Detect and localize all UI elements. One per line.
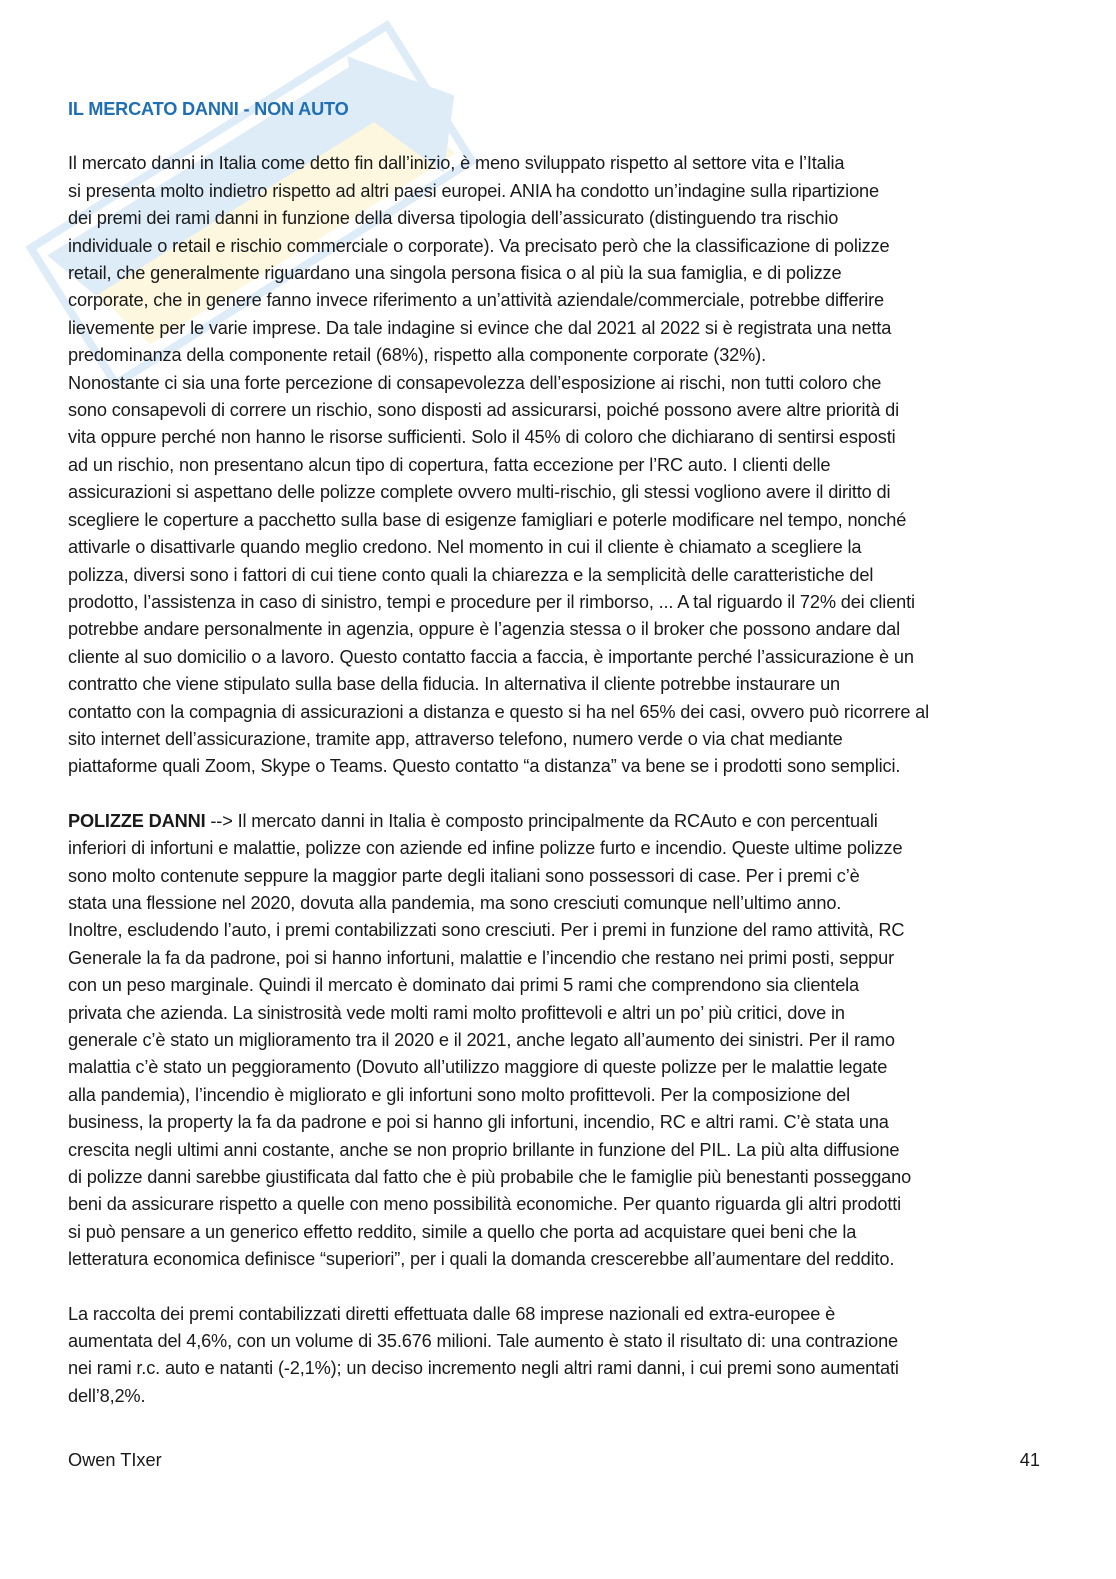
paragraph-line: crescita negli ultimi anni costante, anche se non proprio brillante in funzione del PIL. La più alta diffusione xyxy=(68,1139,900,1160)
paragraph-line: Inoltre, escludendo l’auto, i premi contabilizzati sono cresciuti. Per i premi in funzione del ramo attività, RC xyxy=(68,920,905,941)
main-content xyxy=(68,96,1053,1437)
paragraph-line: La raccolta dei premi contabilizzati diretti effettuata dalle 68 imprese nazionali ed extra-europee è xyxy=(68,1303,836,1324)
lead-term: POLIZZE DANNI xyxy=(68,810,206,831)
paragraph-line: dei premi dei rami danni in funzione della diversa tipologia dell’assicurato (distinguendo tra rischio xyxy=(68,208,839,229)
paragraph-line: si può pensare a un generico effetto reddito, simile a quello che porta ad acquistare quei beni che la xyxy=(68,1221,857,1242)
paragraph-raccolta-premi xyxy=(68,1301,1053,1411)
paragraph-line: letteratura economica definisce “superiori”, per i quali la domanda crescerebbe all’aumentare del reddito. xyxy=(68,1249,895,1270)
paragraph-line: cliente al suo domicilio o a lavoro. Questo contatto faccia a faccia, è importante perché l’assicurazione è un xyxy=(68,646,914,667)
paragraph-line: prodotto, l’assistenza in caso di sinistro, tempi e procedure per il rimborso, ... A tal riguardo il 72% dei clienti xyxy=(68,591,915,612)
paragraph-line: nei rami r.c. auto e natanti (-2,1%); un deciso incremento negli altri rami danni, i cui premi sono aumentati xyxy=(68,1358,899,1379)
paragraph-line xyxy=(68,808,1053,835)
paragraph-line: contatto con la compagnia di assicurazioni a distanza e questo si ha nel 65% dei casi, ovvero può ricorrere al xyxy=(68,701,930,722)
paragraph-line: corporate, che in genere fanno invece riferimento a un’attività aziendale/commerciale, potrebbe differire xyxy=(68,290,884,311)
lead-line-rest: --> Il mercato danni in Italia è composto principalmente da RCAuto e con percentuali xyxy=(205,810,878,831)
paragraph-mercato-danni xyxy=(68,150,1053,780)
paragraph-line: piattaforme quali Zoom, Skype o Teams. Questo contatto “a distanza” va bene se i prodotti sono semplici. xyxy=(68,756,901,777)
paragraph-line: lievemente per le varie imprese. Da tale indagine si evince che dal 2021 al 2022 si è registrata una netta xyxy=(68,317,892,338)
paragraph-line: scegliere le coperture a pacchetto sulla base di esigenze famigliari e poterle modificare nel tempo, nonché xyxy=(68,509,907,530)
paragraph-line: sito internet dell’assicurazione, tramite app, attraverso telefono, numero verde o via chat mediante xyxy=(68,728,843,749)
page-number: 41 xyxy=(1019,1450,1040,1470)
paragraph-line: business, la property la fa da padrone e poi si hanno gli infortuni, incendio, RC e altri rami. C’è stata una xyxy=(68,1112,889,1133)
section-heading: IL MERCATO DANNI - NON AUTO xyxy=(68,99,349,119)
paragraph-line: inferiori di infortuni e malattie, polizze con aziende ed infine polizze furto e incendio. Queste ultime polizze xyxy=(68,838,903,859)
paragraph-line: privata che azienda. La sinistrosità vede molti rami molto profittevoli e altri un po’ più critici, dove in xyxy=(68,1002,845,1023)
paragraph-line: retail, che generalmente riguardano una singola persona fisica o al più la sua famiglia, e di polizze xyxy=(68,263,842,284)
paragraph-line: beni da assicurare rispetto a quelle con meno possibilità economiche. Per quanto riguarda gli altri prodotti xyxy=(68,1194,902,1215)
paragraph-line: sono consapevoli di correre un rischio, sono disposti ad assicurarsi, poiché possono avere altre priorità di xyxy=(68,400,899,421)
paragraph-line: sono molto contenute seppure la maggior parte degli italiani sono possessori di case. Per i premi c’è xyxy=(68,865,860,886)
paragraph-line: di polizze danni sarebbe giustificata dal fatto che è più probabile che le famiglie più benestanti posseggano xyxy=(68,1167,912,1188)
paragraph-line: alla pandemia), l’incendio è migliorato e gli infortuni sono molto profittevoli. Per la composizione del xyxy=(68,1084,851,1105)
paragraph-line: Generale la fa da padrone, poi si hanno infortuni, malattie e l’incendio che restano nei primi posti, seppur xyxy=(68,947,894,968)
paragraph-line: polizza, diversi sono i fattori di cui tiene conto quali la chiarezza e la semplicità delle caratteristiche del xyxy=(68,564,874,585)
paragraph-line: potrebbe andare personalmente in agenzia, oppure è l’agenzia stessa o il broker che possono andare dal xyxy=(68,619,901,640)
paragraph-line: si presenta molto indietro rispetto ad altri paesi europei. ANIA ha condotto un’indagine sulla ripartizione xyxy=(68,180,879,201)
paragraph-line: attivarle o disattivarle quando meglio credono. Nel momento in cui il cliente è chiamato a scegliere la xyxy=(68,537,862,558)
paragraph-line: con un peso marginale. Quindi il mercato è dominato dai primi 5 rami che comprendono sia clientela xyxy=(68,975,860,996)
paragraph-line: Il mercato danni in Italia come detto fin dall’inizio, è meno sviluppato rispetto al settore vita e l’Italia xyxy=(68,153,845,174)
paragraph-line: individuale o retail e rischio commerciale o corporate). Va precisato però che la classificazione di polizze xyxy=(68,235,890,256)
paragraph-line: generale c’è stato un miglioramento tra il 2020 e il 2021, anche legato all’aumento dei sinistri. Per il ramo xyxy=(68,1030,895,1050)
paragraph-line: dell’8,2%. xyxy=(68,1385,146,1406)
paragraph-line: ad un rischio, non presentano alcun tipo di copertura, fatta eccezione per l’RC auto. I clienti delle xyxy=(68,454,831,475)
paragraph-line: predominanza della componente retail (68%), rispetto alla componente corporate (32%). xyxy=(68,345,766,366)
footer-author: Owen TIxer xyxy=(68,1450,162,1470)
paragraph-line: vita oppure perché non hanno le risorse sufficienti. Solo il 45% di coloro che dichiarano di sentirsi esposti xyxy=(68,427,896,448)
paragraph-polizze-danni xyxy=(68,808,1053,1274)
paragraph-line: malattia c’è stato un peggioramento (Dovuto all’utilizzo maggiore di queste polizze per le malattie legate xyxy=(68,1057,888,1078)
paragraph-line: stata una flessione nel 2020, dovuta alla pandemia, ma sono cresciuti comunque nell’ultimo anno. xyxy=(68,892,842,913)
paragraph-line: contratto che viene stipulato sulla base della fiducia. In alternativa il cliente potrebbe instaurare un xyxy=(68,674,840,695)
paragraph-line: assicurazioni si aspettano delle polizze complete ovvero multi-rischio, gli stessi vogliono avere il diritto di xyxy=(68,482,891,503)
paragraph-line: Nonostante ci sia una forte percezione di consapevolezza dell’esposizione ai rischi, non tutti coloro che xyxy=(68,372,882,393)
paragraph-line: aumentata del 4,6%, con un volume di 35.676 milioni. Tale aumento è stato il risultato di: una contrazione xyxy=(68,1331,898,1352)
